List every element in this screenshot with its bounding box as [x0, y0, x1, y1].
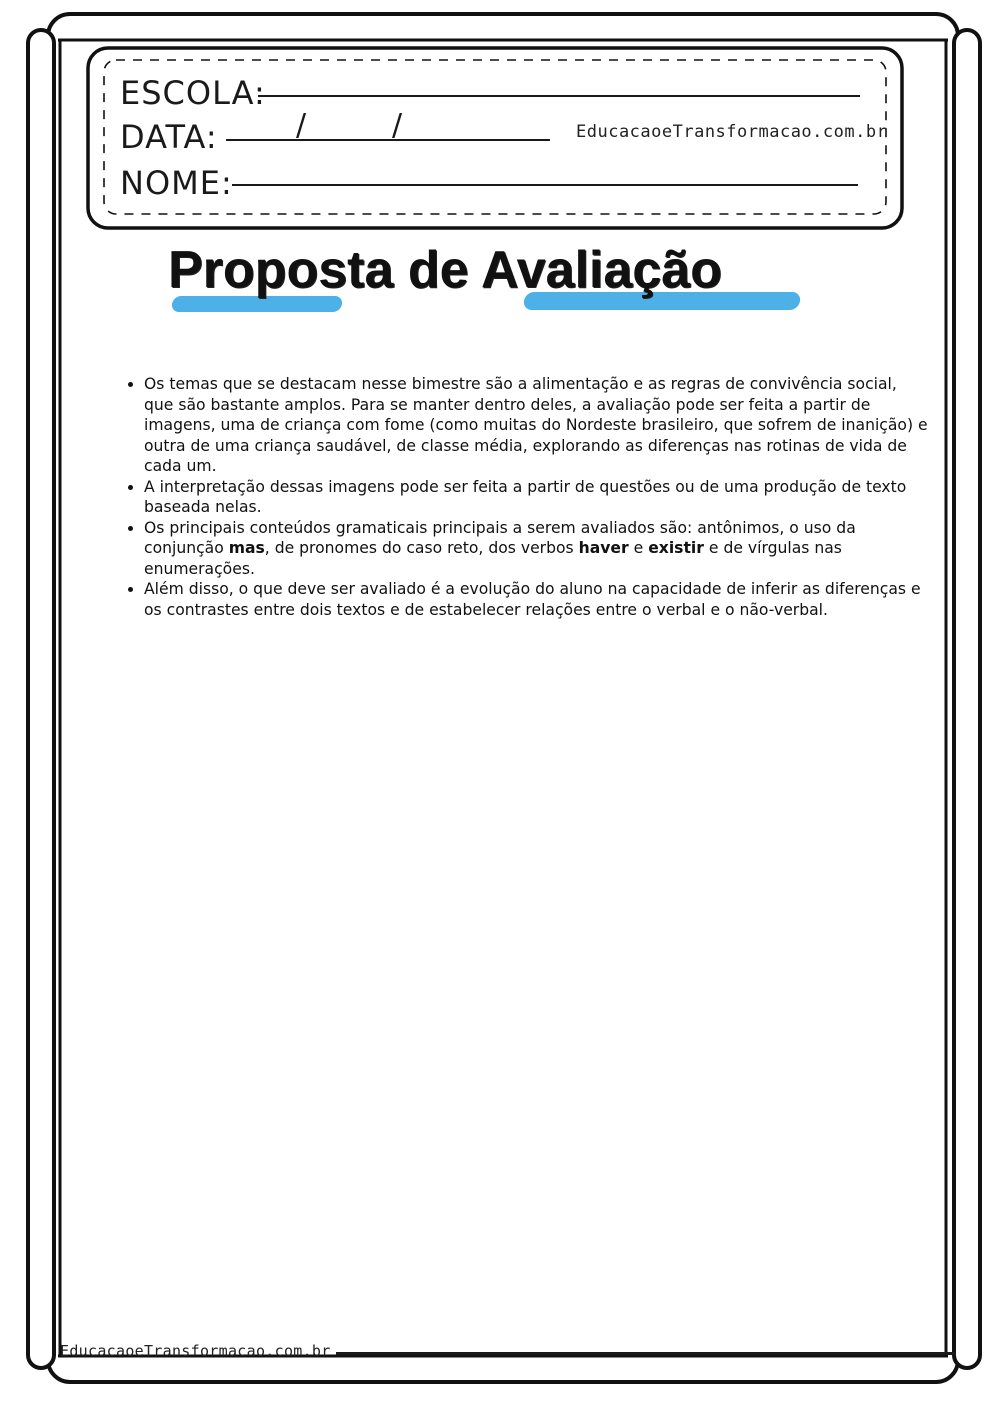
title-block [168, 240, 808, 320]
emphasized-term: existir [648, 539, 704, 557]
list-item [144, 374, 928, 477]
date-slash-1: / [296, 108, 307, 143]
date-fill-line [226, 139, 550, 141]
header-site-watermark: EducacaoeTransformacao.com.br [576, 122, 888, 142]
item-text: Além disso, o que deve ser avaliado é a evolução do aluno na capacidade de inferir as diferenças e os contrastes entre dois textos e de estabelecer relações entre o verbal e o não-verbal. [144, 580, 921, 619]
school-fill-line [258, 95, 860, 97]
school-label: ESCOLA: [120, 74, 266, 112]
page-title: Proposta de Avaliação [168, 241, 722, 299]
list-item [144, 477, 928, 518]
emphasized-term: mas [228, 539, 265, 557]
item-text: A interpretação dessas imagens pode ser feita a partir de questões ou de uma produção de texto baseada nelas. [144, 477, 907, 516]
footer-site-watermark: EducacaoeTransformacao.com.br [60, 1342, 331, 1360]
item-text: Os principais conteúdos gramaticais principais a serem avaliados são: antônimos, o uso da conjunção [144, 518, 856, 557]
assessment-content [118, 374, 928, 620]
footer-line [336, 1352, 956, 1355]
item-text: Os temas que se destacam nesse bimestre são a alimentação e as regras de convivência social, que são bastante amplos. Para se manter dentro deles, a avaliação pode ser feita a partir de imagens, uma de criança com fome (como muitas do Nordeste brasileiro, que sofrem de inanição) e outra de uma criança saudável, de classe média, explorando as diferenças nas rotinas de vida de cada um. [144, 375, 928, 475]
item-text: e de vírgulas nas enumerações. [144, 539, 842, 578]
name-label: NOME: [120, 164, 233, 202]
date-label: DATA: [120, 118, 218, 156]
list-item [144, 518, 928, 580]
date-slash-2: / [392, 108, 403, 143]
item-text: , de pronomes do caso reto, dos verbos [264, 539, 579, 557]
emphasized-term: haver [578, 539, 629, 557]
assessment-list [118, 374, 928, 620]
item-text: e [628, 539, 649, 557]
name-fill-line [232, 184, 858, 186]
list-item [144, 579, 928, 620]
